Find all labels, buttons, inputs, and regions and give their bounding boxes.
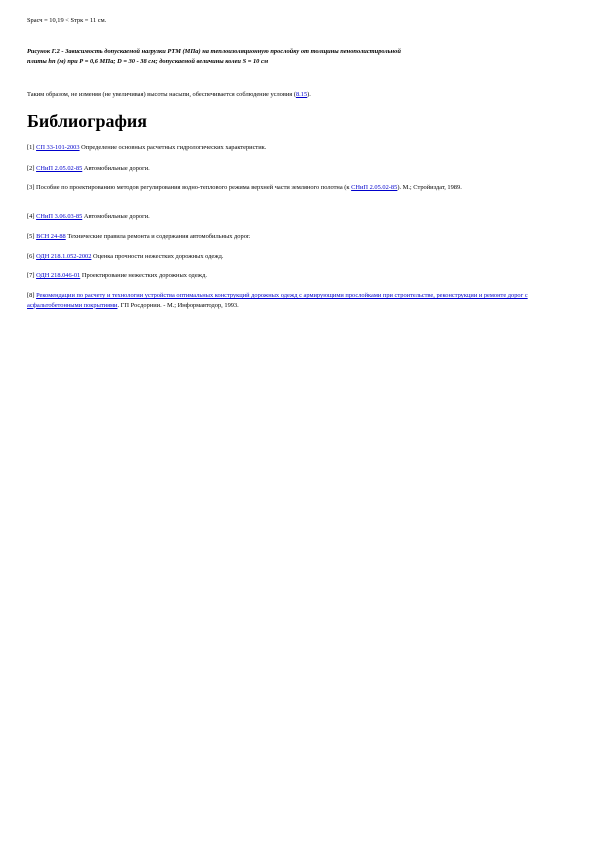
formula-link[interactable]: 8.15 [295, 91, 308, 98]
reference-text: Определение основных расчетных гидрологических характеристик. [79, 144, 267, 151]
reference-text: Автомобильные дороги. [82, 165, 150, 172]
reference-item-2 [27, 164, 567, 174]
reference-number: [7] [27, 272, 35, 279]
reference-link[interactable]: СП 33-101-2003 [36, 144, 80, 151]
reference-number: [5] [27, 233, 35, 240]
reference-item-1 [27, 143, 567, 153]
reference-link[interactable]: СНиП 3.06.03-85 [36, 213, 83, 220]
reference-item-8 [27, 291, 567, 310]
conclusion-paragraph [27, 90, 311, 100]
reference-link[interactable]: ОДН 218.046-01 [36, 272, 81, 279]
reference-text: Проектирование нежестких дорожных одежд. [80, 272, 207, 279]
reference-number: [6] [27, 253, 35, 260]
reference-text: ). М.; Стройиздат, 1989. [397, 184, 462, 191]
reference-number: [1] [27, 144, 35, 151]
reference-text: Автомобильные дороги. [82, 213, 150, 220]
reference-item-7 [27, 271, 567, 281]
figure-caption: Рисунок Г.2 - Зависимость допускаемой нагрузки РТМ (МПа) на теплоизоляционную прослойку от толщины пенополистирольной плиты hп (м) при Р = 0,6 МПа; D = 30 - 38 см; допускаемой величины колеи S = 10 см [27, 48, 401, 66]
calculation-line: Sрасч = 10,19 < Sтрк = 11 см. [27, 17, 107, 24]
reference-link[interactable]: ОДН 218.1.052-2002 [36, 253, 92, 260]
conclusion-text-after: ). [307, 91, 311, 98]
reference-text-before: Пособие по проектированию методов регулирования водно-теплового режима верхней части земляного полотна (к [34, 184, 352, 191]
reference-text: . ГП Росдорнии. - М.; Информавтодор, 1993. [117, 301, 239, 309]
conclusion-text-before: Таким образом, не изменяя (не увеличивая) высоты насыпи, обеспечивается соблюдение условия ( [27, 91, 296, 98]
reference-link[interactable]: Рекомендации по расчету и технологии устройства оптимальных конструкций дорожных одежд с армирующими прослойками при строительстве, реконструкции и ремонте дорог с асфальтобетонными покрытиями [27, 292, 528, 309]
reference-link[interactable]: СНиП 2.05.02-85 [36, 165, 83, 172]
reference-number: [2] [27, 165, 35, 172]
reference-number: [4] [27, 213, 35, 220]
reference-link[interactable]: ВСН 24-88 [36, 233, 66, 240]
reference-text: Оценка прочности нежестких дорожных одежд. [91, 253, 224, 260]
reference-item-5 [27, 232, 567, 242]
reference-item-6 [27, 252, 567, 262]
reference-number: [8] [27, 292, 35, 299]
bibliography-heading: Библиография [27, 111, 148, 131]
reference-link[interactable]: СНиП 2.05.02-85 [351, 184, 398, 191]
reference-number: [3] [27, 184, 35, 191]
reference-text: Технические правила ремонта и содержания автомобильных дорог. [65, 233, 251, 240]
reference-item-3 [27, 183, 567, 193]
reference-item-4 [27, 212, 567, 222]
